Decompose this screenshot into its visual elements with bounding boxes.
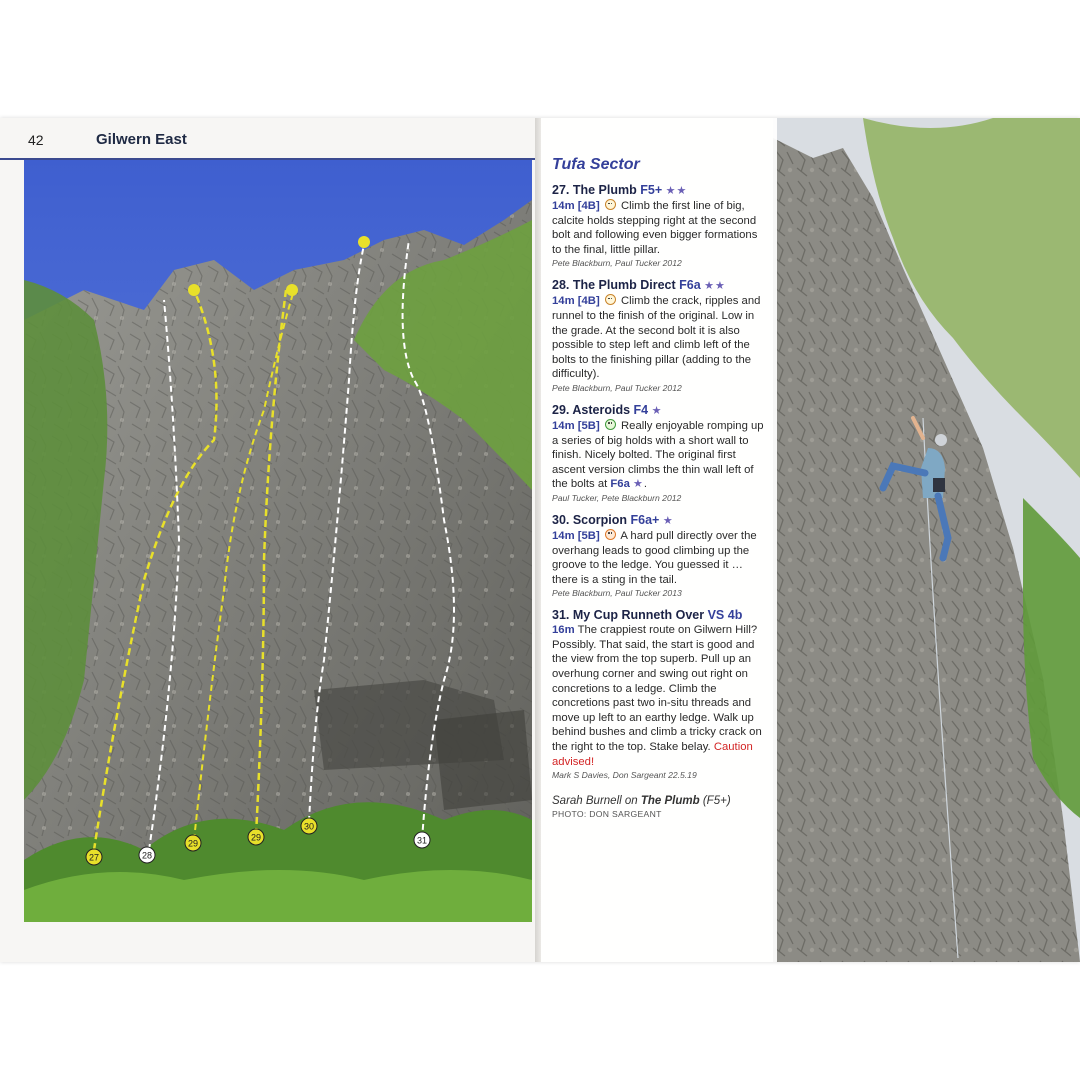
svg-text:31: 31 bbox=[416, 835, 428, 846]
route-name: 29. Asteroids bbox=[552, 402, 631, 417]
route-text: Climb the crack, ripples and runnel to the finish of the original. Low in the grade. At the second bolt it is also possible to step left and climb left of the bolts to the finishing pillar (adding to the difficulty). bbox=[552, 295, 761, 381]
route-grade: F4 bbox=[633, 402, 649, 417]
route-description bbox=[552, 623, 767, 769]
route-top-arrow bbox=[188, 284, 200, 296]
route-name: 31. My Cup Runneth Over bbox=[552, 608, 705, 623]
route-heading bbox=[552, 278, 767, 294]
guidebook-spread bbox=[0, 118, 1080, 962]
caption-route: The Plumb bbox=[640, 795, 700, 808]
route-marker-27 bbox=[86, 849, 102, 865]
first-ascent: Mark S Davies, Don Sargeant 22.5.19 bbox=[552, 770, 697, 781]
route-descriptions bbox=[541, 118, 777, 962]
route-description bbox=[552, 419, 767, 492]
route-entry bbox=[552, 608, 767, 781]
caption-text: Sarah Burnell on bbox=[552, 795, 641, 808]
left-page bbox=[0, 118, 535, 962]
sector-title: Tufa Sector bbox=[552, 156, 640, 173]
route-entry bbox=[552, 278, 767, 394]
route-length: 14m [4B] bbox=[552, 200, 600, 212]
route-marker-29a bbox=[185, 835, 201, 851]
neutral-face-icon bbox=[605, 199, 616, 210]
page-number: 42 bbox=[28, 132, 44, 148]
star-icon: ★ bbox=[662, 514, 674, 527]
star-icon: ★ bbox=[651, 404, 663, 417]
svg-text:29: 29 bbox=[187, 838, 199, 849]
route-top-arrow bbox=[286, 284, 298, 296]
svg-text:30: 30 bbox=[303, 821, 315, 832]
neutral-face-icon bbox=[605, 294, 616, 305]
svg-text:28: 28 bbox=[141, 850, 153, 861]
route-text: Really enjoyable romping up a series of big holds with a short wall to finish. Nicely bolted. The original first ascent version climbs the thin wall left of the bolts at bbox=[552, 419, 764, 491]
route-marker-29b bbox=[248, 829, 264, 845]
route-description bbox=[552, 529, 767, 587]
photo-credit: PHOTO: DON SARGEANT bbox=[552, 809, 662, 820]
caution-note: Caution advised! bbox=[552, 741, 753, 768]
route-length: 14m [4B] bbox=[552, 295, 600, 308]
route-grade: F6a bbox=[679, 278, 701, 293]
route-grade: F6a+ bbox=[630, 512, 660, 527]
route-heading bbox=[552, 513, 767, 529]
route-marker-30 bbox=[301, 818, 317, 834]
first-ascent: Pete Blackburn, Paul Tucker 2012 bbox=[552, 258, 682, 269]
route-grade: VS 4b bbox=[707, 608, 743, 623]
route-heading bbox=[552, 183, 767, 199]
svg-text:27: 27 bbox=[88, 852, 100, 863]
photo-caption bbox=[552, 795, 767, 807]
caption-grade: (F5+) bbox=[699, 795, 731, 808]
crag-topo-photo bbox=[24, 160, 532, 922]
route-name: 30. Scorpion bbox=[552, 512, 628, 527]
route-text: The crappiest route on Gilwern Hill? Possibly. That said, the start is good and the view from the top superb. Pull up an overhung corner and swing out right on concretions to a ledge. Climb the concretions past two in-situ threads and move up left to an earthy ledge. Walk up behind bushes and climb a tricky crack on the right to the top. Stake belay. bbox=[552, 624, 762, 754]
route-length: 14m [5B] bbox=[552, 529, 600, 542]
star-icon: ★★ bbox=[704, 280, 726, 293]
svg-text:29: 29 bbox=[250, 832, 262, 843]
route-length: 14m [5B] bbox=[552, 419, 600, 432]
route-description bbox=[552, 294, 767, 382]
route-top-arrow bbox=[358, 236, 370, 248]
route-entry bbox=[552, 403, 767, 504]
route-description bbox=[552, 199, 767, 257]
route-length: 16m bbox=[552, 624, 575, 637]
star-icon: ★ bbox=[633, 478, 644, 491]
route-name: 28. The Plumb Direct bbox=[552, 278, 676, 293]
first-ascent: Paul Tucker, Pete Blackburn 2012 bbox=[552, 492, 682, 503]
route-marker-31 bbox=[414, 832, 430, 848]
route-entry bbox=[552, 513, 767, 599]
route-heading bbox=[552, 403, 767, 419]
route-text: Climb the first line of big, calcite holds stepping right at the second bolt and following even bigger formations to the final, little pillar. bbox=[552, 200, 758, 256]
route-marker-28 bbox=[139, 847, 155, 863]
page-header bbox=[0, 128, 535, 152]
route-text-end: . bbox=[643, 478, 648, 491]
right-page bbox=[541, 118, 1080, 962]
route-heading bbox=[552, 608, 767, 623]
star-icon: ★★ bbox=[665, 185, 688, 197]
inline-grade: F6a bbox=[610, 478, 630, 491]
route-entry bbox=[552, 183, 767, 269]
route-text: A hard pull directly over the overhang leads to good climbing up the groove to the ledge. You guessed it … there is a sting in the tail. bbox=[552, 529, 757, 586]
sad-face-icon bbox=[605, 529, 616, 540]
route-name: 27. The Plumb bbox=[552, 183, 637, 197]
climber-photo bbox=[773, 118, 1080, 962]
page-title: Gilwern East bbox=[96, 131, 187, 148]
first-ascent: Pete Blackburn, Paul Tucker 2012 bbox=[552, 382, 682, 393]
happy-face-icon bbox=[605, 419, 616, 430]
first-ascent: Pete Blackburn, Paul Tucker 2013 bbox=[552, 588, 682, 599]
route-grade: F5+ bbox=[640, 183, 663, 197]
